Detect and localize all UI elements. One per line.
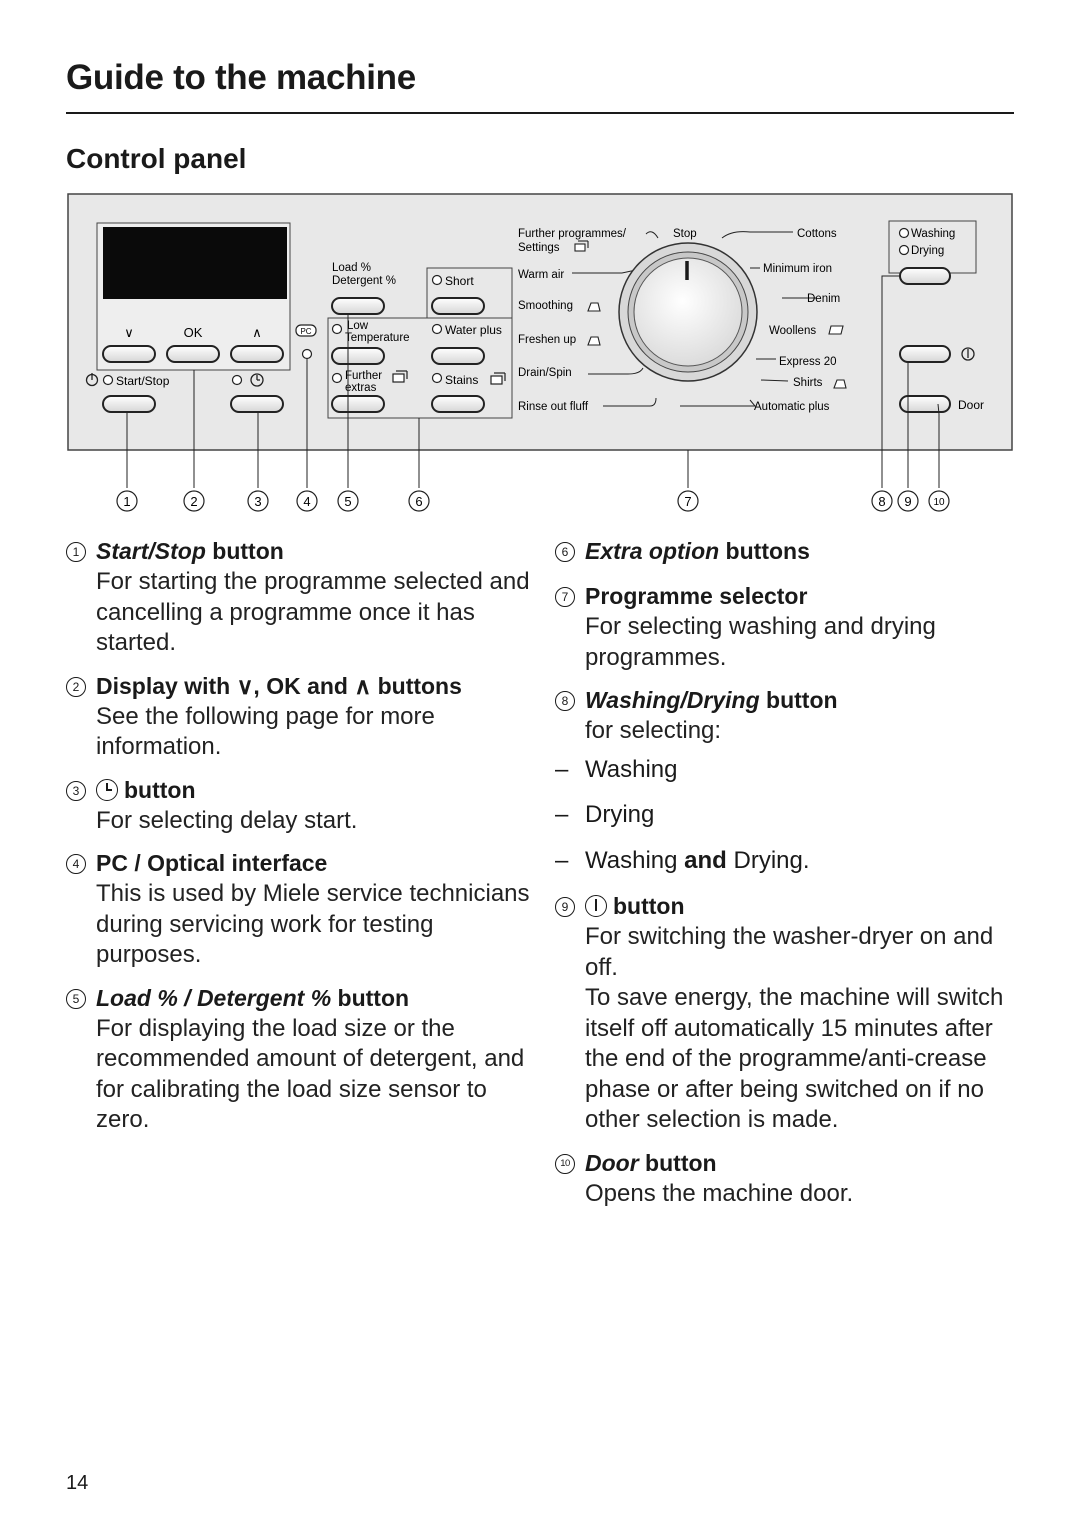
list-item-text: Washing: [585, 755, 678, 783]
item-description: For switching the washer-dryer on and off.: [585, 923, 994, 981]
callout-2: 2: [190, 494, 198, 509]
item-heading-rest: button: [638, 1149, 717, 1176]
delay-start-button[interactable]: [231, 396, 283, 412]
item-heading-text: button: [124, 776, 196, 803]
item-extra-options: [555, 536, 1025, 567]
load-detergent-button[interactable]: [332, 298, 384, 314]
ok-label: OK: [183, 325, 203, 340]
item-heading-rest: buttons: [719, 538, 810, 564]
dial-label-further-programmes: Further programmes/: [518, 228, 627, 240]
callout-10: 10: [933, 497, 945, 508]
on-off-button[interactable]: [900, 346, 950, 362]
further-extras-label-2: extras: [345, 382, 377, 394]
short-button[interactable]: [432, 298, 484, 314]
stains-button[interactable]: [432, 396, 484, 412]
delay-start-led: [233, 376, 242, 385]
item-heading: [585, 891, 1025, 922]
left-column: [66, 536, 536, 1148]
item-display: [66, 671, 536, 763]
water-plus-button[interactable]: [432, 348, 484, 364]
item-heading: Programme selector: [585, 583, 808, 609]
programme-selector-dial[interactable]: [619, 243, 757, 381]
further-extras-label-1: Further: [345, 370, 383, 382]
up-button[interactable]: [231, 346, 283, 362]
item-description: For displaying the load size or the recommended amount of detergent, and for calibrating the load size sensor to zero.: [96, 1014, 525, 1133]
item-heading-italic: Start/Stop: [96, 538, 206, 564]
dial-label-woollens: Woollens: [769, 325, 817, 337]
item-heading: [585, 1148, 1025, 1179]
start-stop-button[interactable]: [103, 396, 155, 412]
drying-led: [900, 246, 909, 255]
callout-4: 4: [303, 494, 311, 509]
load-label: Load %: [332, 262, 372, 274]
section-title: Control panel: [66, 143, 247, 174]
item-number: 9: [555, 897, 575, 917]
item-heading-italic: Extra option: [585, 538, 720, 564]
display-screen: [103, 227, 287, 299]
dash-bullet: –: [555, 801, 569, 828]
item-heading: [96, 983, 536, 1014]
dial-label-freshen-up: Freshen up: [518, 334, 577, 346]
door-label: Door: [958, 398, 985, 412]
item-on-off: [555, 891, 1025, 1136]
callout-3: 3: [254, 494, 262, 509]
short-led: [433, 276, 442, 285]
drying-label: Drying: [911, 245, 945, 257]
stains-led: [433, 374, 442, 383]
item-heading-italic: Washing/Drying: [585, 687, 760, 713]
dial-label-warm-air: Warm air: [518, 269, 565, 281]
callout-6: 6: [415, 494, 423, 509]
dial-label-minimum-iron: Minimum iron: [763, 263, 833, 275]
list-item: [555, 800, 1025, 831]
list-item: [555, 755, 1025, 786]
washing-led: [900, 229, 909, 238]
dial-label-automatic-plus: Automatic plus: [754, 401, 830, 413]
short-label: Short: [445, 274, 474, 288]
dial-label-stop: Stop: [673, 228, 697, 240]
item-number: 8: [555, 691, 575, 711]
list-item-text: Washing: [585, 846, 685, 874]
list-item: [555, 846, 1025, 877]
item-heading: [585, 685, 1025, 716]
item-heading-rest: button: [331, 984, 410, 1011]
item-start-stop: [66, 536, 536, 659]
item-heading: [585, 536, 1025, 567]
item-washing-drying: [555, 685, 1025, 876]
item-pc-interface: [66, 848, 536, 971]
clock-icon: [96, 779, 118, 801]
item-description: For starting the programme selected and cancelling a programme once it has started.: [96, 568, 530, 656]
control-panel-svg: [60, 188, 1020, 518]
dial-label-rinse-out-fluff: Rinse out fluff: [518, 401, 589, 413]
item-heading: Display with ∨, OK and ∧ buttons: [96, 672, 462, 699]
item-heading: [96, 536, 536, 567]
stains-label: Stains: [445, 373, 479, 387]
start-stop-led: [104, 376, 113, 385]
item-number: 1: [66, 542, 86, 562]
dial-label-settings: Settings: [518, 242, 560, 254]
callout-1: 1: [123, 494, 131, 509]
item-number: 5: [66, 989, 86, 1009]
page-title: Guide to the machine: [66, 58, 416, 97]
control-panel-diagram: [60, 188, 1020, 523]
item-description: For selecting delay start.: [96, 806, 358, 834]
dial-label-drain-spin: Drain/Spin: [518, 367, 572, 379]
further-extras-led: [333, 374, 342, 383]
low-temperature-button[interactable]: [332, 348, 384, 364]
item-number: 6: [555, 542, 575, 562]
item-description: For selecting washing and drying programmes.: [585, 613, 936, 671]
pc-label: PC: [300, 327, 312, 336]
water-plus-led: [433, 325, 442, 334]
ok-button[interactable]: [167, 346, 219, 362]
low-temp-label-1: Low: [347, 320, 369, 332]
power-icon: [585, 895, 607, 917]
list-item-emphasis: and: [684, 846, 727, 874]
item-description: See the following page for more information.: [96, 702, 435, 760]
item-description: for selecting:: [585, 717, 722, 744]
dial-label-express-20: Express 20: [779, 356, 837, 368]
title-rule: [66, 112, 1014, 114]
list-item-text: Drying: [585, 801, 655, 828]
dash-bullet: –: [555, 846, 569, 874]
further-extras-button[interactable]: [332, 396, 384, 412]
item-number: 10: [555, 1154, 575, 1174]
callout-7: 7: [684, 494, 692, 509]
item-delay-start: [66, 775, 536, 837]
callout-8: 8: [878, 494, 886, 509]
washing-label: Washing: [911, 228, 956, 240]
callout-numbers: [117, 491, 949, 511]
dial-label-smoothing: Smoothing: [518, 300, 573, 312]
item-heading: [96, 775, 536, 806]
item-description: This is used by Miele service technicians during servicing work for testing purposes.: [96, 880, 530, 968]
washing-drying-button[interactable]: [900, 268, 950, 284]
item-description: Opens the machine door.: [585, 1179, 854, 1207]
item-heading-rest: button: [205, 538, 284, 564]
list-item-text: Drying.: [726, 846, 810, 874]
item-heading-rest: button: [759, 687, 838, 713]
item-number: 2: [66, 677, 86, 697]
dash-bullet: –: [555, 755, 569, 783]
page-number: 14: [66, 1472, 89, 1494]
item-programme-selector: [555, 581, 1025, 673]
item-number: 3: [66, 781, 86, 801]
dial-label-shirts: Shirts: [793, 377, 823, 389]
item-door: [555, 1148, 1025, 1210]
item-heading: PC / Optical interface: [96, 850, 328, 876]
low-temp-led: [333, 325, 342, 334]
water-plus-label: Water plus: [445, 323, 502, 337]
dial-label-cottons: Cottons: [797, 228, 837, 240]
right-column: [555, 536, 1025, 1221]
detergent-label-text: Detergent %: [332, 275, 396, 287]
optical-interface-led: [303, 350, 312, 359]
item-heading-italic: Door: [585, 1149, 639, 1176]
start-stop-label: Start/Stop: [116, 374, 170, 388]
callout-9: 9: [904, 494, 912, 509]
up-label: ∧: [252, 325, 262, 340]
item-number: 4: [66, 854, 86, 874]
down-label: ∨: [124, 325, 134, 340]
item-number: 7: [555, 587, 575, 607]
item-heading-italic: Load % / Detergent %: [96, 984, 332, 1011]
option-list: [555, 755, 1025, 877]
down-button[interactable]: [103, 346, 155, 362]
item-heading-text: button: [613, 893, 685, 919]
item-description-2: To save energy, the machine will switch itself off automatically 15 minutes after the end of the programme/anti-crease phase or after being switched on if no other selection is made.: [585, 984, 1004, 1133]
dial-label-denim: Denim: [807, 293, 841, 305]
hand-wash-icon: [829, 326, 843, 334]
item-load-detergent: [66, 983, 536, 1136]
low-temp-label-2: Temperature: [345, 332, 410, 344]
callout-5: 5: [344, 494, 352, 509]
